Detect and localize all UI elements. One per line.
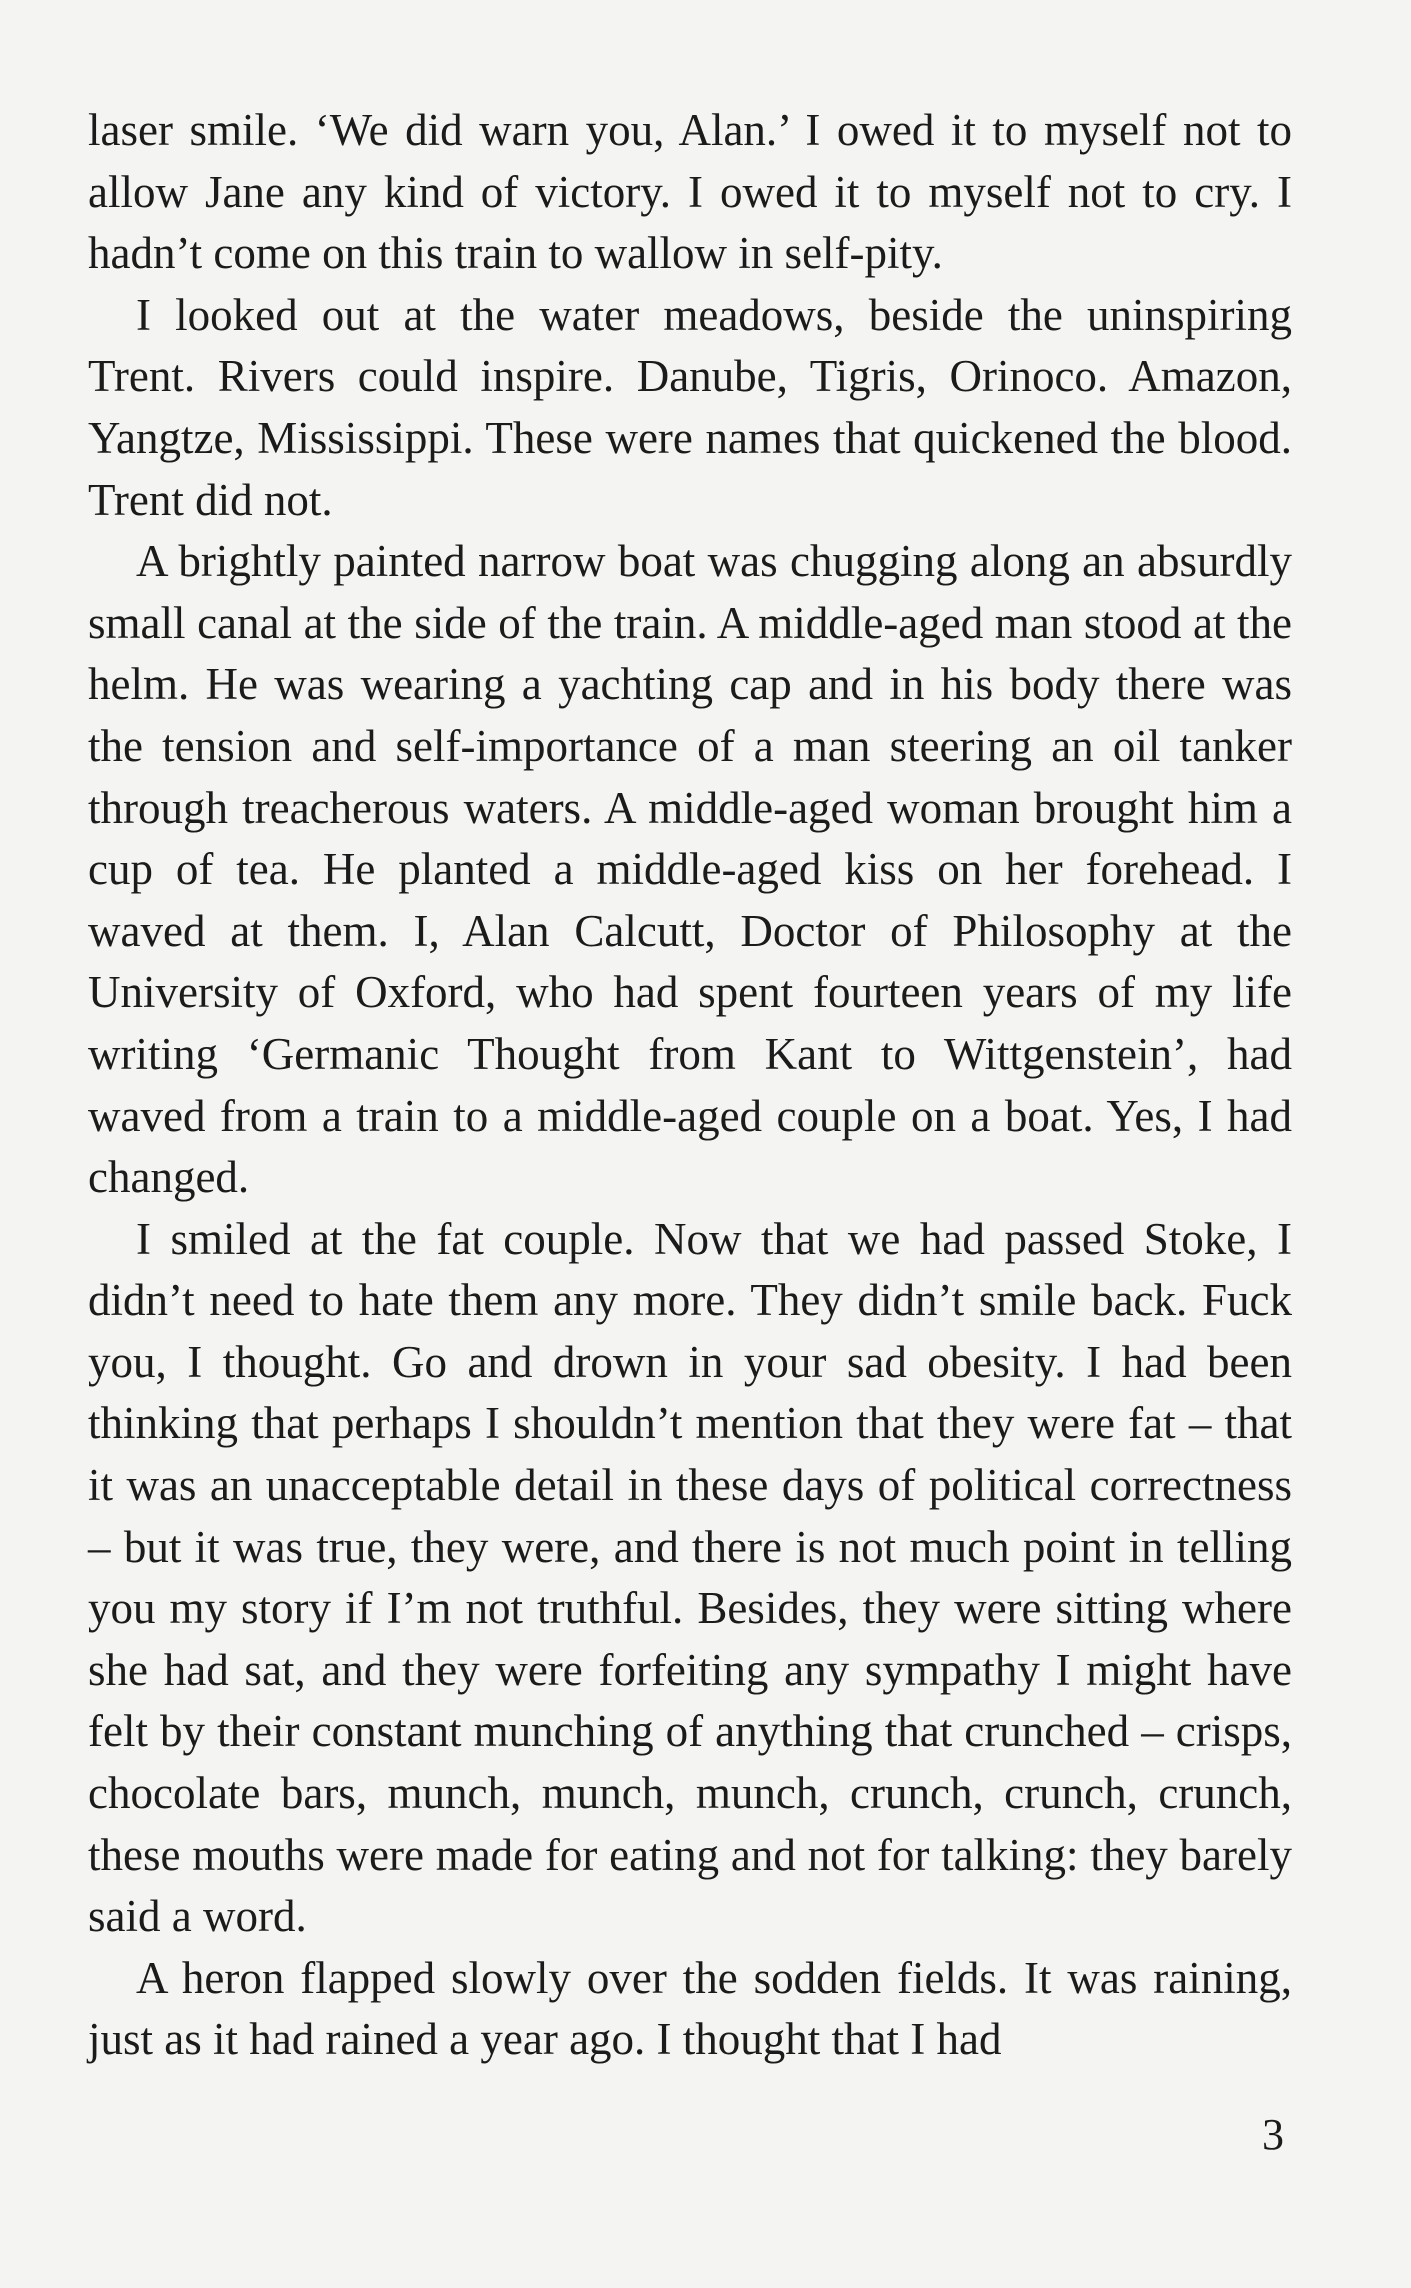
- paragraph-1: laser smile. ‘We did warn you, Alan.’ I owed it to myself not to allow Jane any kind of victory. I owed it to myself not to cry. I hadn’t come on this train to wallow in self-pity.: [88, 105, 1292, 279]
- paragraph-2: I looked out at the water meadows, beside the uninspiring Trent. Rivers could inspire. Danube, Tigris, Orinoco. Amazon, Yangtze, Mississippi. These were names that quickened the blood. Trent did not.: [88, 289, 1292, 525]
- paragraph-3: A brightly painted narrow boat was chugging along an absurdly small canal at the side of the train. A middle-aged man stood at the helm. He was wearing a yachting cap and in his body there was the tension and self-importance of a man steering an oil tanker through treacherous waters. A middle-aged woman brought him a cup of tea. He planted a middle-aged kiss on her forehead. I waved at them. I, Alan Calcutt, Doctor of Philosophy at the University of Oxford, who had spent fourteen years of my life writing ‘Germanic Thought from Kant to Wittgenstein’, had waved from a train to a middle-aged couple on a boat. Yes, I had changed.: [88, 536, 1292, 1203]
- paragraph-5: A heron flapped slowly over the sodden fields. It was raining, just as it had rained a year ago. I thought that I had: [88, 1952, 1292, 2065]
- page-number: 3: [1262, 2110, 1284, 2159]
- paragraph-4: I smiled at the fat couple. Now that we had passed Stoke, I didn’t need to hate them any more. They didn’t smile back. Fuck you, I thought. Go and drown in your sad obesity. I had been thinking that perhaps I shouldn’t mention that they were fat – that it was an unacceptable detail in these days of political correctness – but it was true, they were, and there is not much point in telling you my story if I’m not truthful. Besides, they were sitting where she had sat, and they were forfeiting any sympathy I might have felt by their constant munching of anything that crunched – crisps, chocolate bars, munch, munch, munch, crunch, crunch, crunch, these mouths were made for eating and not for talking: they barely said a word.: [88, 1213, 1292, 1942]
- body-text: [88, 100, 1292, 2071]
